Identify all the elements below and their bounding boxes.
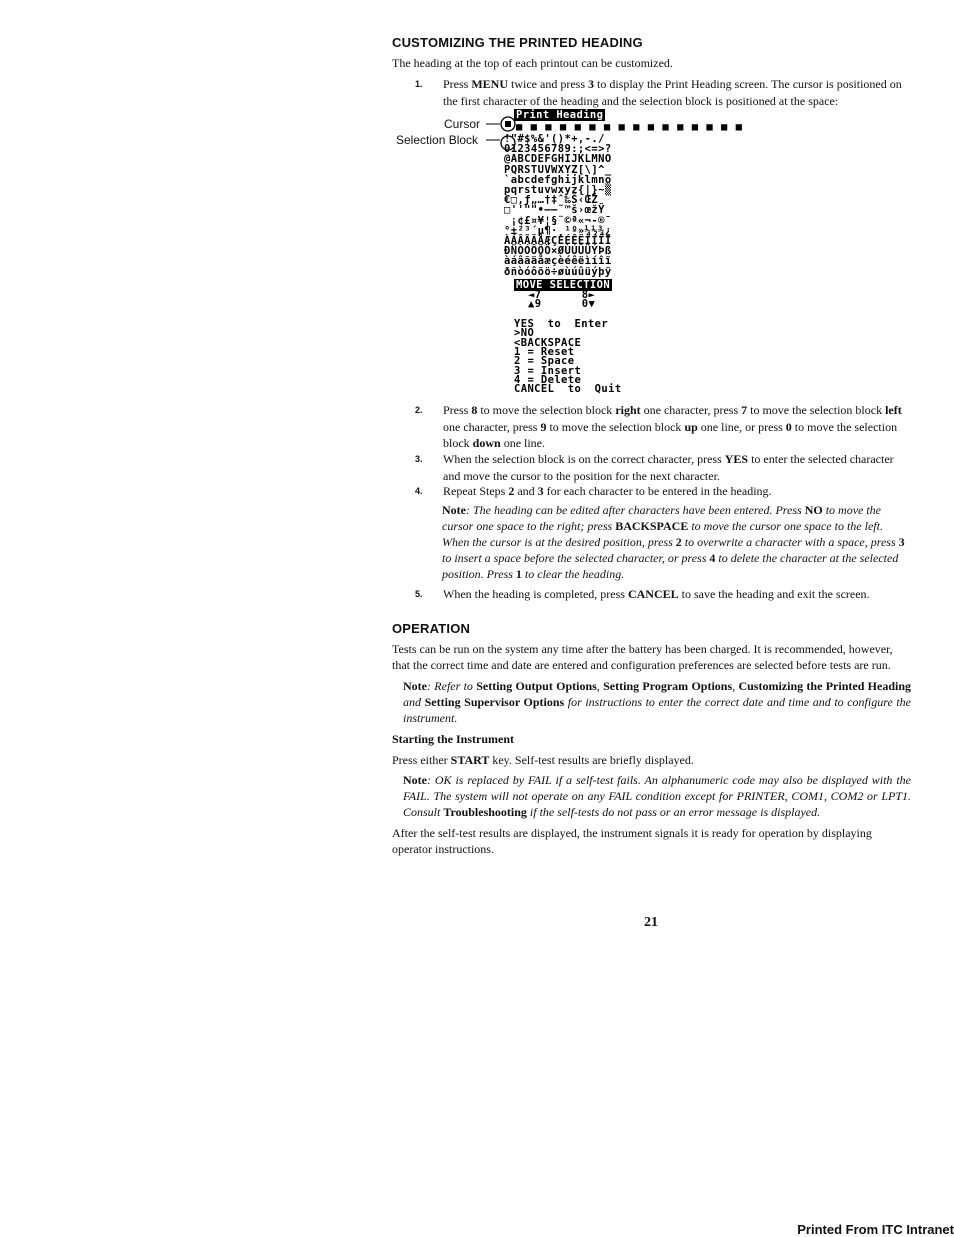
charset-row: €□‚ƒ„…†‡ˆ‰Š‹ŒŽ [504, 194, 599, 207]
step-number: 4. [415, 486, 423, 496]
selection-block-callout-label: Selection Block [396, 133, 479, 147]
lcd-display [504, 109, 743, 396]
menu-line: 1 = Reset [514, 345, 575, 358]
intro-text: The heading at the top of each printout can be customized. [392, 56, 673, 70]
note-selftest: Note: OK is replaced by FAIL if a self-test fails. An alphanumeric code may also be displayed with the FAIL. The system will not operate on any FAIL condition except for PRINTER, COM1, COM2 or LPT1. Consult Troubleshooting if the self-tests do not pass or an error message is displayed. [403, 773, 911, 819]
charset-row: ÀÁÂÃÄÅÆÇÈÉÊËÌÍÎÏ [504, 235, 612, 247]
operation-paragraph: Tests can be run on the system any time after the battery has been charged. It is recommended, however, that the correct time and date are entered and configuration preferences are selected before tests are run. [392, 642, 893, 672]
charset-row: ¡¢£¤¥¦§¨©ª«¬-®¯ [504, 214, 612, 227]
charset-row: ÐÑÒÓÔÕÖ×ØÙÚÛÜÝÞß [504, 245, 612, 258]
screen-title: Print Heading [516, 109, 604, 121]
menu-line: <BACKSPACE [514, 336, 582, 349]
menu-line: YES to Enter [514, 318, 609, 330]
charset-row: PQRSTUVWXYZ[\]^_ [504, 163, 612, 176]
step-text: Press 8 to move the selection block right one character, press 7 to move the selection block left one character, press 9 to move the selection block up one line, or press 0 to move the selection block down one line. [443, 403, 902, 450]
charset-row: ðñòóôõö÷øùúûüýþÿ [504, 265, 612, 278]
menu-line: 4 = Delete [514, 373, 582, 386]
section-heading-customizing: CUSTOMIZING THE PRINTED HEADING [392, 35, 643, 50]
move-row-1: ◄7 8► [528, 289, 596, 301]
cursor-dots: ■ ■ ■ ■ ■ ■ ■ ■ ■ ■ ■ ■ ■ ■ ■ ■ [516, 121, 743, 133]
charset-row: !"#$%&'()*+,-./ [504, 133, 605, 145]
charset-row: pqrstuvwxyz{|}~▒ [504, 184, 612, 196]
print-heading-screen [392, 108, 743, 396]
cursor-callout-label: Cursor [444, 117, 481, 131]
note-editing: Note: The heading can be edited after characters have been entered. Press NO to move the cursor one space to the right; press BACKSPACE to move the cursor one space to the left. When the cursor is at the desired position, press 2 to overwrite a character with a space, press 3 to insert a space before the selected character, or press 4 to delete the character at the selected position. Press 1 to clear the heading. [442, 503, 905, 581]
menu-line: 3 = Insert [514, 364, 582, 377]
step-text: When the heading is completed, press CANCEL to save the heading and exit the screen. [443, 587, 870, 601]
step-text: Repeat Steps 2 and 3 for each character to be entered in the heading. [443, 484, 772, 498]
step-number: 2. [415, 405, 423, 415]
step-number: 3. [415, 454, 423, 464]
after-selftest-paragraph: After the self-test results are displayed, the instrument signals it is ready for operation by displaying operator instructions. [392, 826, 872, 856]
menu-line: 2 = Space [514, 355, 575, 368]
move-row-2: ▲9 0▼ [528, 298, 596, 310]
charset-row: @ABCDEFGHIJKLMNO [504, 153, 612, 166]
subheading-starting: Starting the Instrument [392, 732, 514, 746]
step-number: 1. [415, 79, 423, 89]
footer-text: Printed From ITC Intranet [797, 1222, 954, 1237]
step-number: 5. [415, 589, 423, 599]
menu-line: >NO [514, 327, 535, 340]
charset-row: `abcdefghijklmno [504, 173, 612, 186]
note-refer: Note: Refer to Setting Output Options, Setting Program Options, Customizing the Printed Heading and Setting Supervisor Options for instructions to enter the correct date and time and to configure the instrument. [403, 679, 911, 725]
start-paragraph: Press either START key. Self-test results are briefly displayed. [392, 753, 694, 767]
step-text: When the selection block is on the correct character, press YES to enter the selected character and move the cursor to the position for the next character. [443, 452, 894, 483]
step-text: Press MENU twice and press 3 to display the Print Heading screen. The cursor is positioned on the first character of the heading and the selection block is positioned at the space: [443, 77, 902, 108]
move-selection-title: MOVE SELECTION [516, 279, 611, 291]
menu-line: CANCEL to Quit [514, 383, 622, 396]
page-number: 21 [644, 915, 658, 930]
charset-row: àáâãäåæçèéêëìíîï [504, 255, 612, 268]
section-heading-operation: OPERATION [392, 621, 471, 636]
charset-row: □''""•–—˜™š›œžŸ [504, 204, 605, 217]
charset-row: 0123456789:;<=>? [504, 143, 612, 156]
charset-row: °±²³´µ¶·¸¹º»¼½¾¿ [504, 224, 612, 237]
